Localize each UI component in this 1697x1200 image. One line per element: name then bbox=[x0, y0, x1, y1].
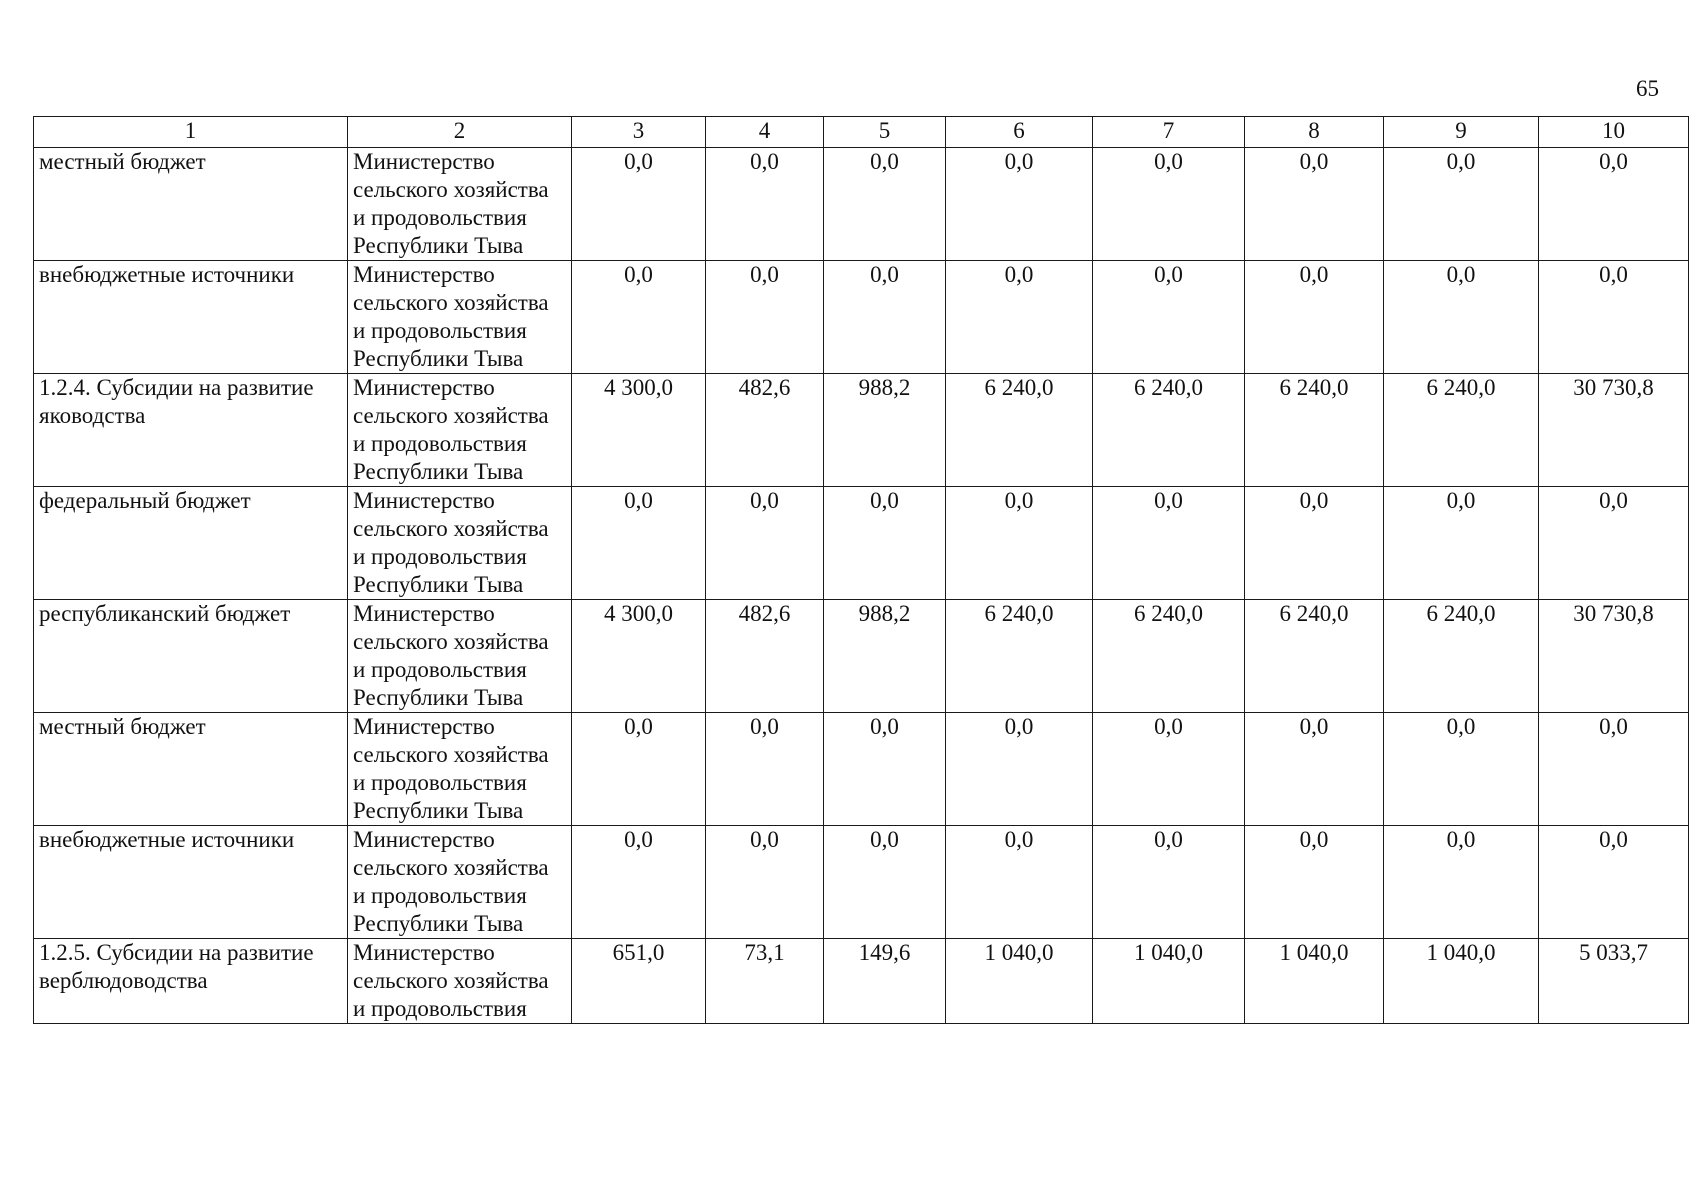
table-row bbox=[34, 826, 1689, 939]
value-cell-col-6: 0,0 bbox=[946, 826, 1093, 939]
agency-line: Республики Тыва bbox=[353, 685, 524, 710]
header-row bbox=[34, 117, 1689, 148]
value-cell-col-6: 6 240,0 bbox=[946, 374, 1093, 487]
value-cell-col-8: 0,0 bbox=[1245, 487, 1384, 600]
agency-line: Министерство bbox=[353, 714, 495, 739]
value-cell-col-6: 0,0 bbox=[946, 713, 1093, 826]
value-cell-col-9: 6 240,0 bbox=[1384, 600, 1539, 713]
row-agency-cell bbox=[348, 826, 572, 939]
agency-line: и продовольствия bbox=[353, 770, 527, 795]
value-cell-col-5: 0,0 bbox=[824, 826, 946, 939]
value-cell-col-10: 0,0 bbox=[1539, 261, 1689, 374]
agency-line: Министерство bbox=[353, 601, 495, 626]
agency-line: сельского хозяйства bbox=[353, 855, 549, 880]
value-cell-col-5: 988,2 bbox=[824, 374, 946, 487]
value-cell-col-3: 0,0 bbox=[572, 713, 706, 826]
row-agency-cell bbox=[348, 148, 572, 261]
budget-table bbox=[33, 116, 1689, 1024]
agency-line: и продовольствия bbox=[353, 318, 527, 343]
agency-line: сельского хозяйства bbox=[353, 629, 549, 654]
value-cell-col-10: 30 730,8 bbox=[1539, 600, 1689, 713]
agency-line: Республики Тыва bbox=[353, 459, 524, 484]
value-cell-col-7: 0,0 bbox=[1093, 826, 1245, 939]
value-cell-col-5: 988,2 bbox=[824, 600, 946, 713]
value-cell-col-3: 0,0 bbox=[572, 826, 706, 939]
row-agency-cell bbox=[348, 261, 572, 374]
agency-line: Республики Тыва bbox=[353, 911, 524, 936]
header-col-9: 9 bbox=[1384, 117, 1539, 148]
table-row bbox=[34, 148, 1689, 261]
value-cell-col-4: 0,0 bbox=[706, 826, 824, 939]
value-cell-col-7: 0,0 bbox=[1093, 713, 1245, 826]
value-cell-col-7: 6 240,0 bbox=[1093, 600, 1245, 713]
table-row bbox=[34, 939, 1689, 1024]
value-cell-col-9: 0,0 bbox=[1384, 713, 1539, 826]
value-cell-col-5: 0,0 bbox=[824, 487, 946, 600]
value-cell-col-3: 4 300,0 bbox=[572, 374, 706, 487]
value-cell-col-6: 6 240,0 bbox=[946, 600, 1093, 713]
row-name-cell: федеральный бюджет bbox=[34, 487, 348, 600]
row-agency-cell bbox=[348, 487, 572, 600]
value-cell-col-10: 0,0 bbox=[1539, 713, 1689, 826]
header-col-2: 2 bbox=[348, 117, 572, 148]
agency-line: сельского хозяйства bbox=[353, 742, 549, 767]
value-cell-col-8: 6 240,0 bbox=[1245, 374, 1384, 487]
value-cell-col-6: 0,0 bbox=[946, 261, 1093, 374]
header-col-1: 1 bbox=[34, 117, 348, 148]
value-cell-col-9: 6 240,0 bbox=[1384, 374, 1539, 487]
value-cell-col-10: 0,0 bbox=[1539, 148, 1689, 261]
agency-line: Республики Тыва bbox=[353, 346, 524, 371]
agency-line: и продовольствия bbox=[353, 883, 527, 908]
header-col-7: 7 bbox=[1093, 117, 1245, 148]
row-agency-cell bbox=[348, 374, 572, 487]
row-agency-cell bbox=[348, 939, 572, 1024]
value-cell-col-9: 0,0 bbox=[1384, 148, 1539, 261]
value-cell-col-7: 0,0 bbox=[1093, 148, 1245, 261]
value-cell-col-10: 30 730,8 bbox=[1539, 374, 1689, 487]
agency-line: Министерство bbox=[353, 262, 495, 287]
agency-line: Министерство bbox=[353, 149, 495, 174]
row-name-cell: 1.2.4. Субсидии на развитие яководства bbox=[34, 374, 348, 487]
table-row bbox=[34, 487, 1689, 600]
value-cell-col-8: 0,0 bbox=[1245, 713, 1384, 826]
row-name-cell: внебюджетные источники bbox=[34, 261, 348, 374]
agency-line: и продовольствия bbox=[353, 205, 527, 230]
value-cell-col-3: 0,0 bbox=[572, 487, 706, 600]
header-col-10: 10 bbox=[1539, 117, 1689, 148]
row-name-cell: местный бюджет bbox=[34, 148, 348, 261]
value-cell-col-5: 0,0 bbox=[824, 713, 946, 826]
value-cell-col-10: 0,0 bbox=[1539, 826, 1689, 939]
agency-line: сельского хозяйства bbox=[353, 177, 549, 202]
agency-line: Министерство bbox=[353, 375, 495, 400]
value-cell-col-8: 1 040,0 bbox=[1245, 939, 1384, 1024]
agency-line: Республики Тыва bbox=[353, 572, 524, 597]
agency-line: и продовольствия bbox=[353, 431, 527, 456]
value-cell-col-5: 149,6 bbox=[824, 939, 946, 1024]
value-cell-col-8: 0,0 bbox=[1245, 148, 1384, 261]
value-cell-col-9: 0,0 bbox=[1384, 487, 1539, 600]
value-cell-col-9: 0,0 bbox=[1384, 826, 1539, 939]
value-cell-col-3: 4 300,0 bbox=[572, 600, 706, 713]
table-row bbox=[34, 261, 1689, 374]
table-row bbox=[34, 600, 1689, 713]
value-cell-col-7: 1 040,0 bbox=[1093, 939, 1245, 1024]
value-cell-col-4: 482,6 bbox=[706, 600, 824, 713]
row-name-cell: внебюджетные источники bbox=[34, 826, 348, 939]
value-cell-col-10: 5 033,7 bbox=[1539, 939, 1689, 1024]
value-cell-col-8: 0,0 bbox=[1245, 826, 1384, 939]
value-cell-col-8: 6 240,0 bbox=[1245, 600, 1384, 713]
row-name-cell: 1.2.5. Субсидии на развитие верблюдоводства bbox=[34, 939, 348, 1024]
value-cell-col-9: 1 040,0 bbox=[1384, 939, 1539, 1024]
value-cell-col-5: 0,0 bbox=[824, 261, 946, 374]
agency-line: и продовольствия bbox=[353, 996, 527, 1021]
table-header bbox=[34, 117, 1689, 148]
page-number: 65 bbox=[1636, 76, 1659, 101]
value-cell-col-3: 0,0 bbox=[572, 261, 706, 374]
value-cell-col-6: 1 040,0 bbox=[946, 939, 1093, 1024]
agency-line: Республики Тыва bbox=[353, 798, 524, 823]
value-cell-col-6: 0,0 bbox=[946, 148, 1093, 261]
value-cell-col-4: 0,0 bbox=[706, 148, 824, 261]
row-agency-cell bbox=[348, 600, 572, 713]
row-agency-cell bbox=[348, 713, 572, 826]
value-cell-col-4: 0,0 bbox=[706, 713, 824, 826]
value-cell-col-6: 0,0 bbox=[946, 487, 1093, 600]
header-col-8: 8 bbox=[1245, 117, 1384, 148]
agency-line: Министерство bbox=[353, 827, 495, 852]
value-cell-col-3: 0,0 bbox=[572, 148, 706, 261]
agency-line: Министерство bbox=[353, 488, 495, 513]
agency-line: сельского хозяйства bbox=[353, 403, 549, 428]
row-name-cell: республиканский бюджет bbox=[34, 600, 348, 713]
value-cell-col-9: 0,0 bbox=[1384, 261, 1539, 374]
value-cell-col-7: 0,0 bbox=[1093, 261, 1245, 374]
header-col-4: 4 bbox=[706, 117, 824, 148]
value-cell-col-4: 0,0 bbox=[706, 487, 824, 600]
header-col-3: 3 bbox=[572, 117, 706, 148]
agency-line: и продовольствия bbox=[353, 544, 527, 569]
row-name-cell: местный бюджет bbox=[34, 713, 348, 826]
value-cell-col-4: 0,0 bbox=[706, 261, 824, 374]
value-cell-col-8: 0,0 bbox=[1245, 261, 1384, 374]
agency-line: сельского хозяйства bbox=[353, 516, 549, 541]
header-col-5: 5 bbox=[824, 117, 946, 148]
value-cell-col-4: 482,6 bbox=[706, 374, 824, 487]
agency-line: Республики Тыва bbox=[353, 233, 524, 258]
agency-line: сельского хозяйства bbox=[353, 290, 549, 315]
value-cell-col-4: 73,1 bbox=[706, 939, 824, 1024]
value-cell-col-5: 0,0 bbox=[824, 148, 946, 261]
value-cell-col-7: 6 240,0 bbox=[1093, 374, 1245, 487]
header-col-6: 6 bbox=[946, 117, 1093, 148]
value-cell-col-3: 651,0 bbox=[572, 939, 706, 1024]
value-cell-col-10: 0,0 bbox=[1539, 487, 1689, 600]
table-row bbox=[34, 713, 1689, 826]
table-row bbox=[34, 374, 1689, 487]
value-cell-col-7: 0,0 bbox=[1093, 487, 1245, 600]
agency-line: и продовольствия bbox=[353, 657, 527, 682]
agency-line: сельского хозяйства bbox=[353, 968, 549, 993]
agency-line: Министерство bbox=[353, 940, 495, 965]
table-body bbox=[34, 148, 1689, 1024]
